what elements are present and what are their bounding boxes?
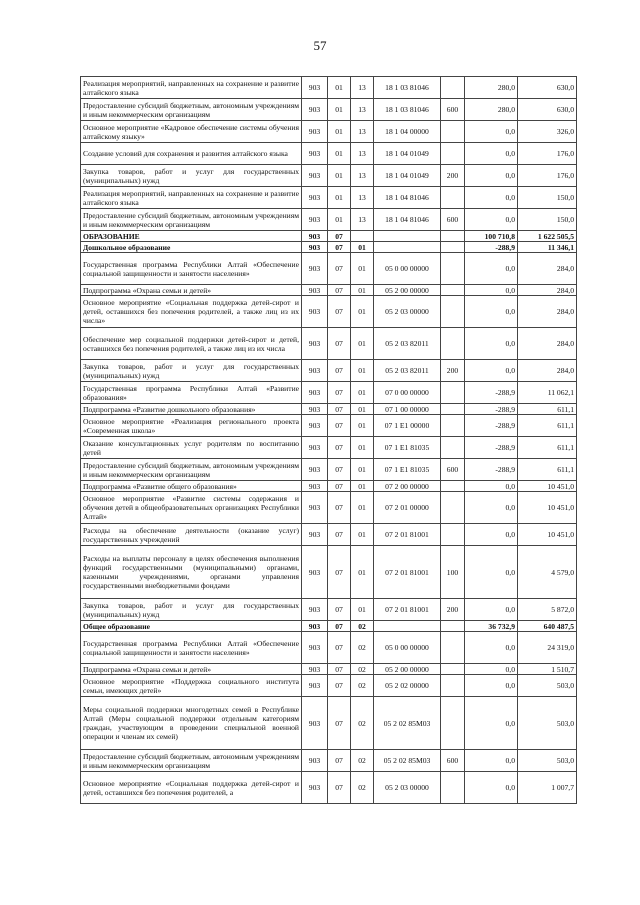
target-article-cell: 18 1 03 81046 [374, 99, 441, 121]
amount-change-cell: 0,0 [465, 546, 518, 599]
ministry-code-cell: 903 [302, 632, 328, 664]
amount-change-cell: 0,0 [465, 492, 518, 524]
section-code-cell: 07 [328, 415, 351, 437]
expense-type-cell [441, 77, 465, 99]
target-article-cell: 05 0 00 00000 [374, 253, 441, 285]
section-code-cell: 07 [328, 459, 351, 481]
section-code-cell: 07 [328, 664, 351, 675]
expense-type-cell [441, 524, 465, 546]
target-article-cell: 18 1 04 01049 [374, 143, 441, 165]
target-article-cell: 07 2 01 81001 [374, 524, 441, 546]
amount-change-cell: 0,0 [465, 481, 518, 492]
table-row [81, 415, 577, 437]
table-row [81, 296, 577, 328]
target-article-cell: 05 2 00 00000 [374, 664, 441, 675]
expense-type-cell [441, 632, 465, 664]
amount-change-cell: 0,0 [465, 750, 518, 772]
ministry-code-cell: 903 [302, 459, 328, 481]
row-name-cell: ОБРАЗОВАНИЕ [81, 231, 302, 242]
table-row [81, 187, 577, 209]
ministry-code-cell: 903 [302, 99, 328, 121]
expense-type-cell [441, 242, 465, 253]
section-code-cell: 01 [328, 165, 351, 187]
subsection-code-cell: 01 [351, 437, 374, 459]
expense-type-cell [441, 404, 465, 415]
amount-change-cell: 280,0 [465, 77, 518, 99]
row-name-cell: Реализация мероприятий, направленных на сохранение и развитие алтайского языка [81, 77, 302, 99]
amount-change-cell: 0,0 [465, 121, 518, 143]
expense-type-cell [441, 492, 465, 524]
subsection-code-cell: 02 [351, 772, 374, 804]
target-article-cell: 18 1 04 81046 [374, 187, 441, 209]
expense-type-cell [441, 437, 465, 459]
table-row [81, 492, 577, 524]
ministry-code-cell: 903 [302, 328, 328, 360]
amount-change-cell: 0,0 [465, 664, 518, 675]
expense-type-cell [441, 481, 465, 492]
row-name-cell: Меры социальной поддержки многодетных семей в Республике Алтай (Меры социальной поддержки отдельным категориям граждан, участвующим в проведении специальной военной операции и членам их семей) [81, 697, 302, 750]
expense-type-cell [441, 187, 465, 209]
ministry-code-cell: 903 [302, 382, 328, 404]
row-name-cell: Основное мероприятие «Социальная поддержка детей-сирот и детей, оставшихся без попечения родителей, а также лиц из их числа» [81, 296, 302, 328]
amount-total-cell: 1 622 505,5 [518, 231, 577, 242]
target-article-cell [374, 231, 441, 242]
amount-total-cell: 630,0 [518, 77, 577, 99]
section-code-cell: 01 [328, 77, 351, 99]
amount-total-cell: 611,1 [518, 404, 577, 415]
row-name-cell: Предоставление субсидий бюджетным, автономным учреждениям и иным некоммерческим организациям [81, 750, 302, 772]
table-row [81, 437, 577, 459]
section-code-cell: 01 [328, 121, 351, 143]
target-article-cell: 18 1 03 81046 [374, 77, 441, 99]
amount-total-cell: 150,0 [518, 187, 577, 209]
row-name-cell: Реализация мероприятий, направленных на сохранение и развитие алтайского языка [81, 187, 302, 209]
row-name-cell: Общее образование [81, 621, 302, 632]
amount-change-cell: 0,0 [465, 209, 518, 231]
amount-change-cell: 0,0 [465, 285, 518, 296]
target-article-cell: 05 2 03 82011 [374, 360, 441, 382]
expense-type-cell [441, 143, 465, 165]
subsection-code-cell: 01 [351, 524, 374, 546]
ministry-code-cell: 903 [302, 253, 328, 285]
section-code-cell: 07 [328, 253, 351, 285]
amount-total-cell: 1 007,7 [518, 772, 577, 804]
subsection-code-cell: 13 [351, 165, 374, 187]
expense-type-cell [441, 772, 465, 804]
amount-change-cell: 0,0 [465, 632, 518, 664]
subsection-code-cell: 01 [351, 599, 374, 621]
table-row [81, 675, 577, 697]
ministry-code-cell: 903 [302, 697, 328, 750]
section-code-cell: 01 [328, 187, 351, 209]
subsection-code-cell: 02 [351, 632, 374, 664]
table-row [81, 621, 577, 632]
target-article-cell: 05 2 03 82011 [374, 328, 441, 360]
amount-total-cell: 503,0 [518, 675, 577, 697]
section-code-cell: 07 [328, 481, 351, 492]
amount-total-cell: 4 579,0 [518, 546, 577, 599]
subsection-code-cell: 01 [351, 253, 374, 285]
ministry-code-cell: 903 [302, 772, 328, 804]
row-name-cell: Предоставление субсидий бюджетным, автономным учреждениям и иным некоммерческим организациям [81, 209, 302, 231]
table-row [81, 546, 577, 599]
table-row [81, 285, 577, 296]
ministry-code-cell: 903 [302, 296, 328, 328]
subsection-code-cell: 01 [351, 382, 374, 404]
row-name-cell: Основное мероприятие «Поддержка социального института семьи, имеющих детей» [81, 675, 302, 697]
ministry-code-cell: 903 [302, 285, 328, 296]
section-code-cell: 07 [328, 242, 351, 253]
amount-change-cell: 36 732,9 [465, 621, 518, 632]
table-row [81, 772, 577, 804]
ministry-code-cell: 903 [302, 481, 328, 492]
subsection-code-cell: 01 [351, 492, 374, 524]
amount-total-cell: 10 451,0 [518, 524, 577, 546]
ministry-code-cell: 903 [302, 437, 328, 459]
row-name-cell: Основное мероприятие «Кадровое обеспечение системы обучения алтайскому языку» [81, 121, 302, 143]
amount-total-cell: 284,0 [518, 328, 577, 360]
table-row [81, 242, 577, 253]
expense-type-cell [441, 121, 465, 143]
section-code-cell: 07 [328, 285, 351, 296]
ministry-code-cell: 903 [302, 121, 328, 143]
table-row [81, 632, 577, 664]
ministry-code-cell: 903 [302, 675, 328, 697]
row-name-cell: Государственная программа Республики Алтай «Обеспечение социальной защищенности и занятости населения» [81, 632, 302, 664]
amount-total-cell: 11 346,1 [518, 242, 577, 253]
table-row [81, 121, 577, 143]
amount-total-cell: 611,1 [518, 459, 577, 481]
table-row [81, 599, 577, 621]
amount-change-cell: 100 710,8 [465, 231, 518, 242]
expense-type-cell: 600 [441, 99, 465, 121]
amount-total-cell: 611,1 [518, 415, 577, 437]
row-name-cell: Подпрограмма «Охрана семьи и детей» [81, 285, 302, 296]
expense-type-cell: 200 [441, 360, 465, 382]
ministry-code-cell: 903 [302, 415, 328, 437]
amount-total-cell: 11 062,1 [518, 382, 577, 404]
subsection-code-cell: 13 [351, 121, 374, 143]
subsection-code-cell: 13 [351, 209, 374, 231]
table-row [81, 143, 577, 165]
section-code-cell: 07 [328, 382, 351, 404]
expense-type-cell [441, 621, 465, 632]
section-code-cell: 07 [328, 632, 351, 664]
ministry-code-cell: 903 [302, 165, 328, 187]
expense-type-cell: 600 [441, 209, 465, 231]
subsection-code-cell: 01 [351, 360, 374, 382]
ministry-code-cell: 903 [302, 599, 328, 621]
section-code-cell: 07 [328, 599, 351, 621]
table-row [81, 664, 577, 675]
target-article-cell: 05 2 02 85М03 [374, 697, 441, 750]
amount-total-cell: 176,0 [518, 165, 577, 187]
target-article-cell: 18 1 04 01049 [374, 165, 441, 187]
table-row [81, 404, 577, 415]
ministry-code-cell: 903 [302, 404, 328, 415]
subsection-code-cell: 01 [351, 285, 374, 296]
row-name-cell: Подпрограмма «Развитие общего образования» [81, 481, 302, 492]
target-article-cell: 18 1 04 81046 [374, 209, 441, 231]
target-article-cell: 07 1 00 00000 [374, 404, 441, 415]
table-row [81, 382, 577, 404]
amount-change-cell: 0,0 [465, 360, 518, 382]
amount-total-cell: 284,0 [518, 285, 577, 296]
amount-total-cell: 503,0 [518, 750, 577, 772]
section-code-cell: 07 [328, 697, 351, 750]
expense-type-cell [441, 296, 465, 328]
amount-total-cell: 640 487,5 [518, 621, 577, 632]
row-name-cell: Расходы на выплаты персоналу в целях обеспечения выполнения функций государственными (муниципальными) органами, казенными учреждениями, органами управления государственными внебюджетными фондами [81, 546, 302, 599]
amount-total-cell: 326,0 [518, 121, 577, 143]
expense-type-cell [441, 285, 465, 296]
table-row [81, 328, 577, 360]
amount-total-cell: 503,0 [518, 697, 577, 750]
expense-type-cell [441, 328, 465, 360]
amount-change-cell: 0,0 [465, 253, 518, 285]
row-name-cell: Оказание консультационных услуг родителям по воспитанию детей [81, 437, 302, 459]
section-code-cell: 07 [328, 750, 351, 772]
section-code-cell: 07 [328, 524, 351, 546]
subsection-code-cell: 02 [351, 750, 374, 772]
subsection-code-cell: 01 [351, 415, 374, 437]
section-code-cell: 01 [328, 99, 351, 121]
budget-table [80, 76, 577, 804]
ministry-code-cell: 903 [302, 143, 328, 165]
amount-change-cell: -288,9 [465, 415, 518, 437]
row-name-cell: Дошкольное образование [81, 242, 302, 253]
section-code-cell: 07 [328, 772, 351, 804]
expense-type-cell: 200 [441, 165, 465, 187]
subsection-code-cell: 13 [351, 143, 374, 165]
target-article-cell: 05 2 03 00000 [374, 772, 441, 804]
row-name-cell: Закупка товаров, работ и услуг для государственных (муниципальных) нужд [81, 360, 302, 382]
row-name-cell: Государственная программа Республики Алтай «Развитие образования» [81, 382, 302, 404]
subsection-code-cell: 01 [351, 296, 374, 328]
amount-change-cell: 0,0 [465, 599, 518, 621]
amount-total-cell: 10 451,0 [518, 492, 577, 524]
table-row [81, 231, 577, 242]
target-article-cell: 07 1 E1 81035 [374, 459, 441, 481]
expense-type-cell [441, 231, 465, 242]
amount-change-cell: -288,9 [465, 459, 518, 481]
amount-change-cell: -288,9 [465, 437, 518, 459]
target-article-cell: 05 0 00 00000 [374, 632, 441, 664]
target-article-cell: 07 2 01 81001 [374, 599, 441, 621]
row-name-cell: Расходы на обеспечение деятельности (оказание услуг) государственных учреждений [81, 524, 302, 546]
expense-type-cell [441, 664, 465, 675]
section-code-cell: 07 [328, 492, 351, 524]
ministry-code-cell: 903 [302, 664, 328, 675]
subsection-code-cell: 01 [351, 404, 374, 415]
target-article-cell: 07 1 E1 81035 [374, 437, 441, 459]
row-name-cell: Предоставление субсидий бюджетным, автономным учреждениям и иным некоммерческим организациям [81, 99, 302, 121]
target-article-cell: 07 2 00 00000 [374, 481, 441, 492]
amount-change-cell: 0,0 [465, 328, 518, 360]
row-name-cell: Закупка товаров, работ и услуг для государственных (муниципальных) нужд [81, 165, 302, 187]
amount-change-cell: -288,9 [465, 382, 518, 404]
subsection-code-cell: 02 [351, 697, 374, 750]
target-article-cell: 07 2 01 00000 [374, 492, 441, 524]
table-row [81, 459, 577, 481]
row-name-cell: Основное мероприятие «Реализация регионального проекта «Современная школа» [81, 415, 302, 437]
subsection-code-cell: 01 [351, 242, 374, 253]
row-name-cell: Закупка товаров, работ и услуг для государственных (муниципальных) нужд [81, 599, 302, 621]
target-article-cell: 05 2 02 85М03 [374, 750, 441, 772]
amount-total-cell: 611,1 [518, 437, 577, 459]
table-row [81, 524, 577, 546]
ministry-code-cell: 903 [302, 187, 328, 209]
target-article-cell [374, 621, 441, 632]
section-code-cell: 07 [328, 231, 351, 242]
amount-change-cell: 0,0 [465, 143, 518, 165]
row-name-cell: Государственная программа Республики Алтай «Обеспечение социальной защищенности и занятости населения» [81, 253, 302, 285]
amount-total-cell: 284,0 [518, 360, 577, 382]
target-article-cell: 07 2 01 81001 [374, 546, 441, 599]
subsection-code-cell: 02 [351, 664, 374, 675]
section-code-cell: 07 [328, 328, 351, 360]
ministry-code-cell: 903 [302, 524, 328, 546]
amount-change-cell: 280,0 [465, 99, 518, 121]
expense-type-cell [441, 382, 465, 404]
subsection-code-cell: 13 [351, 99, 374, 121]
amount-total-cell: 10 451,0 [518, 481, 577, 492]
row-name-cell: Предоставление субсидий бюджетным, автономным учреждениям и иным некоммерческим организациям [81, 459, 302, 481]
target-article-cell: 07 1 E1 00000 [374, 415, 441, 437]
section-code-cell: 07 [328, 404, 351, 415]
subsection-code-cell: 01 [351, 481, 374, 492]
ministry-code-cell: 903 [302, 242, 328, 253]
section-code-cell: 01 [328, 209, 351, 231]
amount-total-cell: 176,0 [518, 143, 577, 165]
table-row [81, 697, 577, 750]
target-article-cell: 05 2 02 00000 [374, 675, 441, 697]
amount-change-cell: 0,0 [465, 675, 518, 697]
subsection-code-cell [351, 231, 374, 242]
expense-type-cell: 600 [441, 750, 465, 772]
ministry-code-cell: 903 [302, 621, 328, 632]
subsection-code-cell: 01 [351, 546, 374, 599]
amount-change-cell: -288,9 [465, 242, 518, 253]
section-code-cell: 01 [328, 143, 351, 165]
subsection-code-cell: 02 [351, 621, 374, 632]
page-number: 57 [313, 38, 327, 53]
subsection-code-cell: 01 [351, 328, 374, 360]
table-row [81, 750, 577, 772]
expense-type-cell: 200 [441, 599, 465, 621]
amount-total-cell: 150,0 [518, 209, 577, 231]
section-code-cell: 07 [328, 621, 351, 632]
table-row [81, 77, 577, 99]
subsection-code-cell: 13 [351, 187, 374, 209]
amount-total-cell: 284,0 [518, 253, 577, 285]
amount-change-cell: 0,0 [465, 524, 518, 546]
target-article-cell [374, 242, 441, 253]
amount-total-cell: 1 510,7 [518, 664, 577, 675]
table-row [81, 360, 577, 382]
expense-type-cell [441, 253, 465, 285]
ministry-code-cell: 903 [302, 77, 328, 99]
amount-change-cell: 0,0 [465, 772, 518, 804]
amount-change-cell: 0,0 [465, 165, 518, 187]
row-name-cell: Основное мероприятие «Социальная поддержка детей-сирот и детей, оставшихся без попечения родителей, а [81, 772, 302, 804]
subsection-code-cell: 01 [351, 459, 374, 481]
amount-total-cell: 284,0 [518, 296, 577, 328]
row-name-cell: Подпрограмма «Развитие дошкольного образования» [81, 404, 302, 415]
amount-change-cell: 0,0 [465, 187, 518, 209]
section-code-cell: 07 [328, 296, 351, 328]
table-row [81, 253, 577, 285]
target-article-cell: 18 1 04 00000 [374, 121, 441, 143]
amount-total-cell: 5 872,0 [518, 599, 577, 621]
table-row [81, 481, 577, 492]
expense-type-cell [441, 697, 465, 750]
target-article-cell: 05 2 00 00000 [374, 285, 441, 296]
amount-change-cell: 0,0 [465, 296, 518, 328]
ministry-code-cell: 903 [302, 231, 328, 242]
amount-total-cell: 24 319,0 [518, 632, 577, 664]
table-row [81, 209, 577, 231]
budget-table-body [81, 77, 577, 804]
section-code-cell: 07 [328, 546, 351, 599]
subsection-code-cell: 02 [351, 675, 374, 697]
expense-type-cell: 100 [441, 546, 465, 599]
subsection-code-cell: 13 [351, 77, 374, 99]
row-name-cell: Основное мероприятие «Развитие системы содержания и обучения детей в общеобразовательных организациях Республики Алтай» [81, 492, 302, 524]
table-row [81, 99, 577, 121]
table-row [81, 165, 577, 187]
ministry-code-cell: 903 [302, 492, 328, 524]
ministry-code-cell: 903 [302, 209, 328, 231]
amount-change-cell: 0,0 [465, 697, 518, 750]
target-article-cell: 07 0 00 00000 [374, 382, 441, 404]
ministry-code-cell: 903 [302, 750, 328, 772]
ministry-code-cell: 903 [302, 546, 328, 599]
expense-type-cell: 600 [441, 459, 465, 481]
expense-type-cell [441, 675, 465, 697]
expense-type-cell [441, 415, 465, 437]
ministry-code-cell: 903 [302, 360, 328, 382]
section-code-cell: 07 [328, 360, 351, 382]
section-code-cell: 07 [328, 675, 351, 697]
target-article-cell: 05 2 03 00000 [374, 296, 441, 328]
amount-change-cell: -288,9 [465, 404, 518, 415]
row-name-cell: Подпрограмма «Охрана семьи и детей» [81, 664, 302, 675]
amount-total-cell: 630,0 [518, 99, 577, 121]
row-name-cell: Создание условий для сохранения и развития алтайского языка [81, 143, 302, 165]
row-name-cell: Обеспечение мер социальной поддержки детей-сирот и детей, оставшихся без попечения родителей, а также лиц из их числа [81, 328, 302, 360]
section-code-cell: 07 [328, 437, 351, 459]
